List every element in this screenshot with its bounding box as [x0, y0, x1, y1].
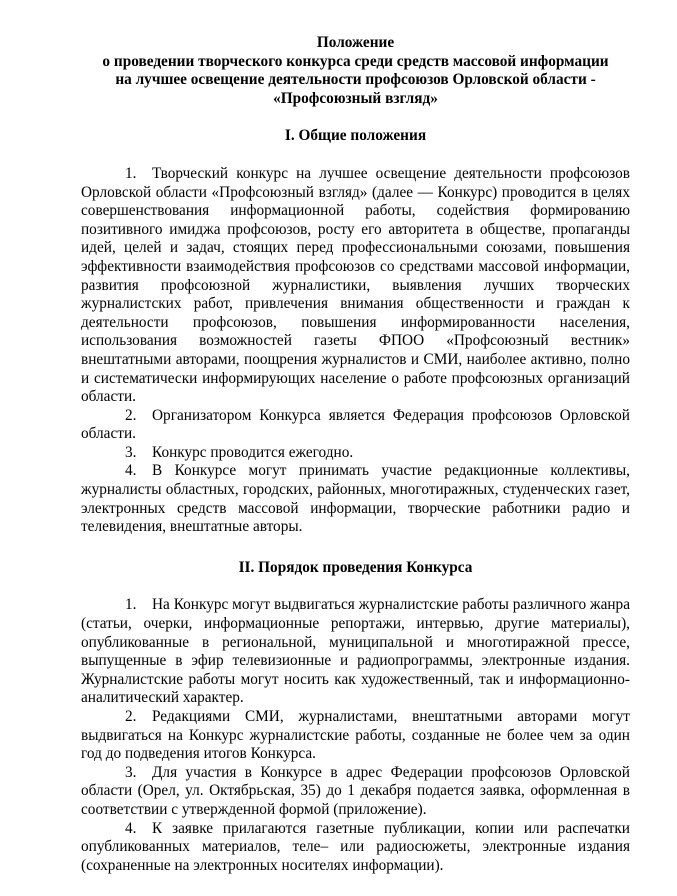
clause-1-1 [81, 165, 630, 407]
clause-text: Для участия в Конкурсе в адрес Федерации профсоюзов Орловской области (Орел, ул. Октябрьская, 35) до 1 декабря подается заявка, оформленная в соответствии с утвержденной формой (приложение). [81, 763, 630, 818]
clause-1-2 [81, 407, 630, 444]
clause-2-4 [81, 820, 630, 876]
document-page [81, 34, 630, 875]
clause-number: 3. [125, 763, 137, 781]
clause-number: 4. [125, 462, 137, 480]
clause-number: 1. [125, 164, 137, 182]
clause-number: 3. [125, 443, 137, 461]
title-line-1: Положение [316, 34, 395, 51]
clause-1-3 [81, 444, 630, 463]
section-heading-procedure: II. Порядок проведения Конкурса [238, 558, 473, 576]
clause-number: 2. [125, 708, 137, 725]
clause-text: В Конкурсе могут принимать участие редакционные коллективы, журналисты областных, городских, районных, многотиражных, студенческих газет, электронных средств массовой информации, творческие работники радио и телевидения, внештатные авторы. [81, 462, 630, 536]
clause-text: К заявке прилагаются газетные публикации, копии или распечатки опубликованных материалов, теле– или радиосюжеты, электронные издания (сохраненные на электронных носителях информации). [81, 819, 630, 874]
clause-text: Редакциями СМИ, журналистами, внештатными авторами могут выдвигаться на Конкурс журналистские работы, созданные не более чем за один год до подведения итогов Конкурса. [81, 708, 630, 763]
clause-number: 1. [125, 596, 137, 614]
clause-number: 4. [125, 819, 137, 837]
clause-text: Конкурс проводится ежегодно. [152, 443, 354, 461]
section-heading-general: I. Общие положения [284, 127, 427, 145]
clause-1-4 [81, 462, 630, 536]
clause-text: Организатором Конкурса является Федерация профсоюзов Орловской области. [81, 406, 630, 443]
clause-text: Творческий конкурс на лучшее освещение деятельности профсоюзов Орловской области «Профсоюзный взгляд» (далее — Конкурс) проводится в целях совершенствования информационной работы, содействия формированию позитивного имиджа профсоюзов, росту его авторитета в обществе, пропаганды идей, целей и задач, стоящих перед профессиональными союзами, повышения эффективности взаимодействия профсоюзов со средствами массовой информации, развития профсоюзной журналистики, выявления лучших творческих журналистских работ, привлечения внимания общественности и граждан к деятельности профсоюзов, повышения информированности населения, использования возможностей газеты ФПОО «Профсоюзный вестник» внештатными авторами, поощрения журналистов и СМИ, наиболее активно, полно и систематически информирующих население о работе профсоюзных организаций области. [81, 164, 630, 406]
clause-text: На Конкурс могут выдвигаться журналистские работы различного жанра (статьи, очерки, информационные репортажи, интервью, другие материалы), опубликованные в региональной, муниципальной и многотиражной прессе, выпущенные в эфир телевизионные и радиопрограммы, электронные издания. Журналистские работы могут носить как художественный, так и информационно-аналитический характер. [81, 596, 630, 707]
clause-2-2 [81, 708, 630, 764]
title-line-3: на лучшее освещение деятельности профсоюзов Орловской области - [115, 71, 596, 89]
title-line-4: «Профсоюзный взгляд» [273, 89, 438, 107]
title-line-2: о проведении творческого конкурса среди средств массовой информации [102, 52, 609, 70]
clause-number: 2. [125, 406, 137, 424]
document-title [81, 34, 630, 108]
clause-2-3 [81, 764, 630, 820]
clause-2-1 [81, 596, 630, 708]
